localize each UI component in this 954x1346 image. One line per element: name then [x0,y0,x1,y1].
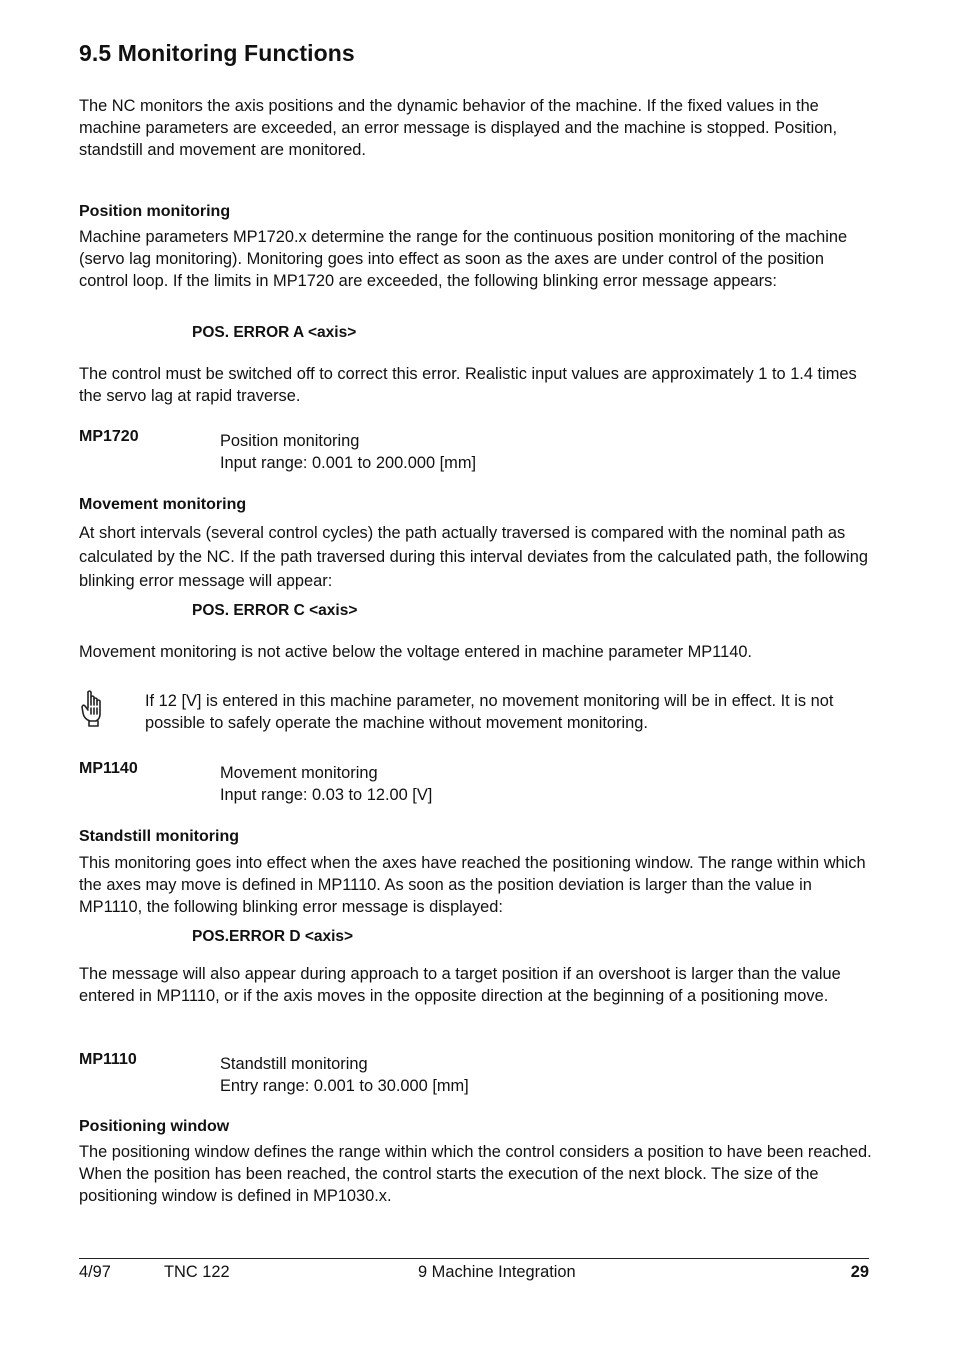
mp1140-name: Movement monitoring [220,764,378,782]
mp1720-name: Position monitoring [220,432,360,450]
hand-pointing-icon [79,688,109,728]
movement-error-message: POS. ERROR C <axis> [192,602,358,619]
footer-product: TNC 122 [164,1263,230,1281]
mp1110-range: Entry range: 0.001 to 30.000 [mm] [220,1077,469,1095]
movement-after-text: Movement monitoring is not active below the voltage entered in machine parameter MP1140. [79,643,752,661]
footer-page-number: 29 [850,1263,869,1281]
mp1720-range: Input range: 0.001 to 200.000 [mm] [220,454,477,472]
position-monitoring-title: Position monitoring [79,203,231,220]
mp1110-label: MP1110 [79,1051,137,1068]
mp1140-range: Input range: 0.03 to 12.00 [V] [220,786,433,804]
movement-monitoring-text: At short intervals (several control cycles) the path actually traversed is compared with the nominal path as calculated by the NC. If the path traversed during this interval deviates from the calculated path, the following blinking error message will appear: [79,524,869,590]
standstill-monitoring-text: This monitoring goes into effect when the axes have reached the positioning window. The range within which the axes may move is defined in MP1110. As soon as the position deviation is larger than the value in MP1110, the following blinking error message is displayed: [79,854,866,916]
mp1110-name: Standstill monitoring [220,1055,368,1073]
position-error-message: POS. ERROR A <axis> [192,324,357,341]
movement-monitoring-title: Movement monitoring [79,496,247,513]
position-monitoring-text: Machine parameters MP1720.x determine the range for the continuous position monitoring of the machine (servo lag monitoring). Monitoring goes into effect as soon as the axes are under control of the position control loop. If the limits in MP1720 are exceeded, the following blinking error message appears: [79,228,848,290]
footer-date: 4/97 [79,1263,111,1281]
intro-paragraph: The NC monitors the axis positions and the dynamic behavior of the machine. If the fixed values in the machine parameters are exceeded, an error message is displayed and the machine is stopped. Position, standstill and movement are monitored. [79,97,838,159]
section-heading: 9.5 Monitoring Functions [79,40,355,66]
standstill-after-text: The message will also appear during approach to a target position if an overshoot is larger than the value entered in MP1110, or if the axis moves in the opposite direction at the beginning of a positioning move. [79,965,841,1005]
standstill-error-message: POS.ERROR D <axis> [192,928,354,945]
position-after-text: The control must be switched off to correct this error. Realistic input values are approximately 1 to 1.4 times the servo lag at rapid traverse. [79,365,857,405]
positioning-window-title: Positioning window [79,1118,230,1135]
standstill-monitoring-title: Standstill monitoring [79,828,239,845]
mp1720-label: MP1720 [79,428,139,445]
footer-chapter: 9 Machine Integration [418,1263,576,1281]
mp1140-label: MP1140 [79,760,138,777]
positioning-window-text: The positioning window defines the range within which the control considers a position to have been reached. When the position has been reached, the control starts the execution of the next block. The size of the positioning window is defined in MP1030.x. [79,1143,872,1205]
movement-note: If 12 [V] is entered in this machine parameter, no movement monitoring will be in effect. It is not possible to safely operate the machine without movement monitoring. [145,692,834,732]
footer-rule [79,1258,869,1259]
